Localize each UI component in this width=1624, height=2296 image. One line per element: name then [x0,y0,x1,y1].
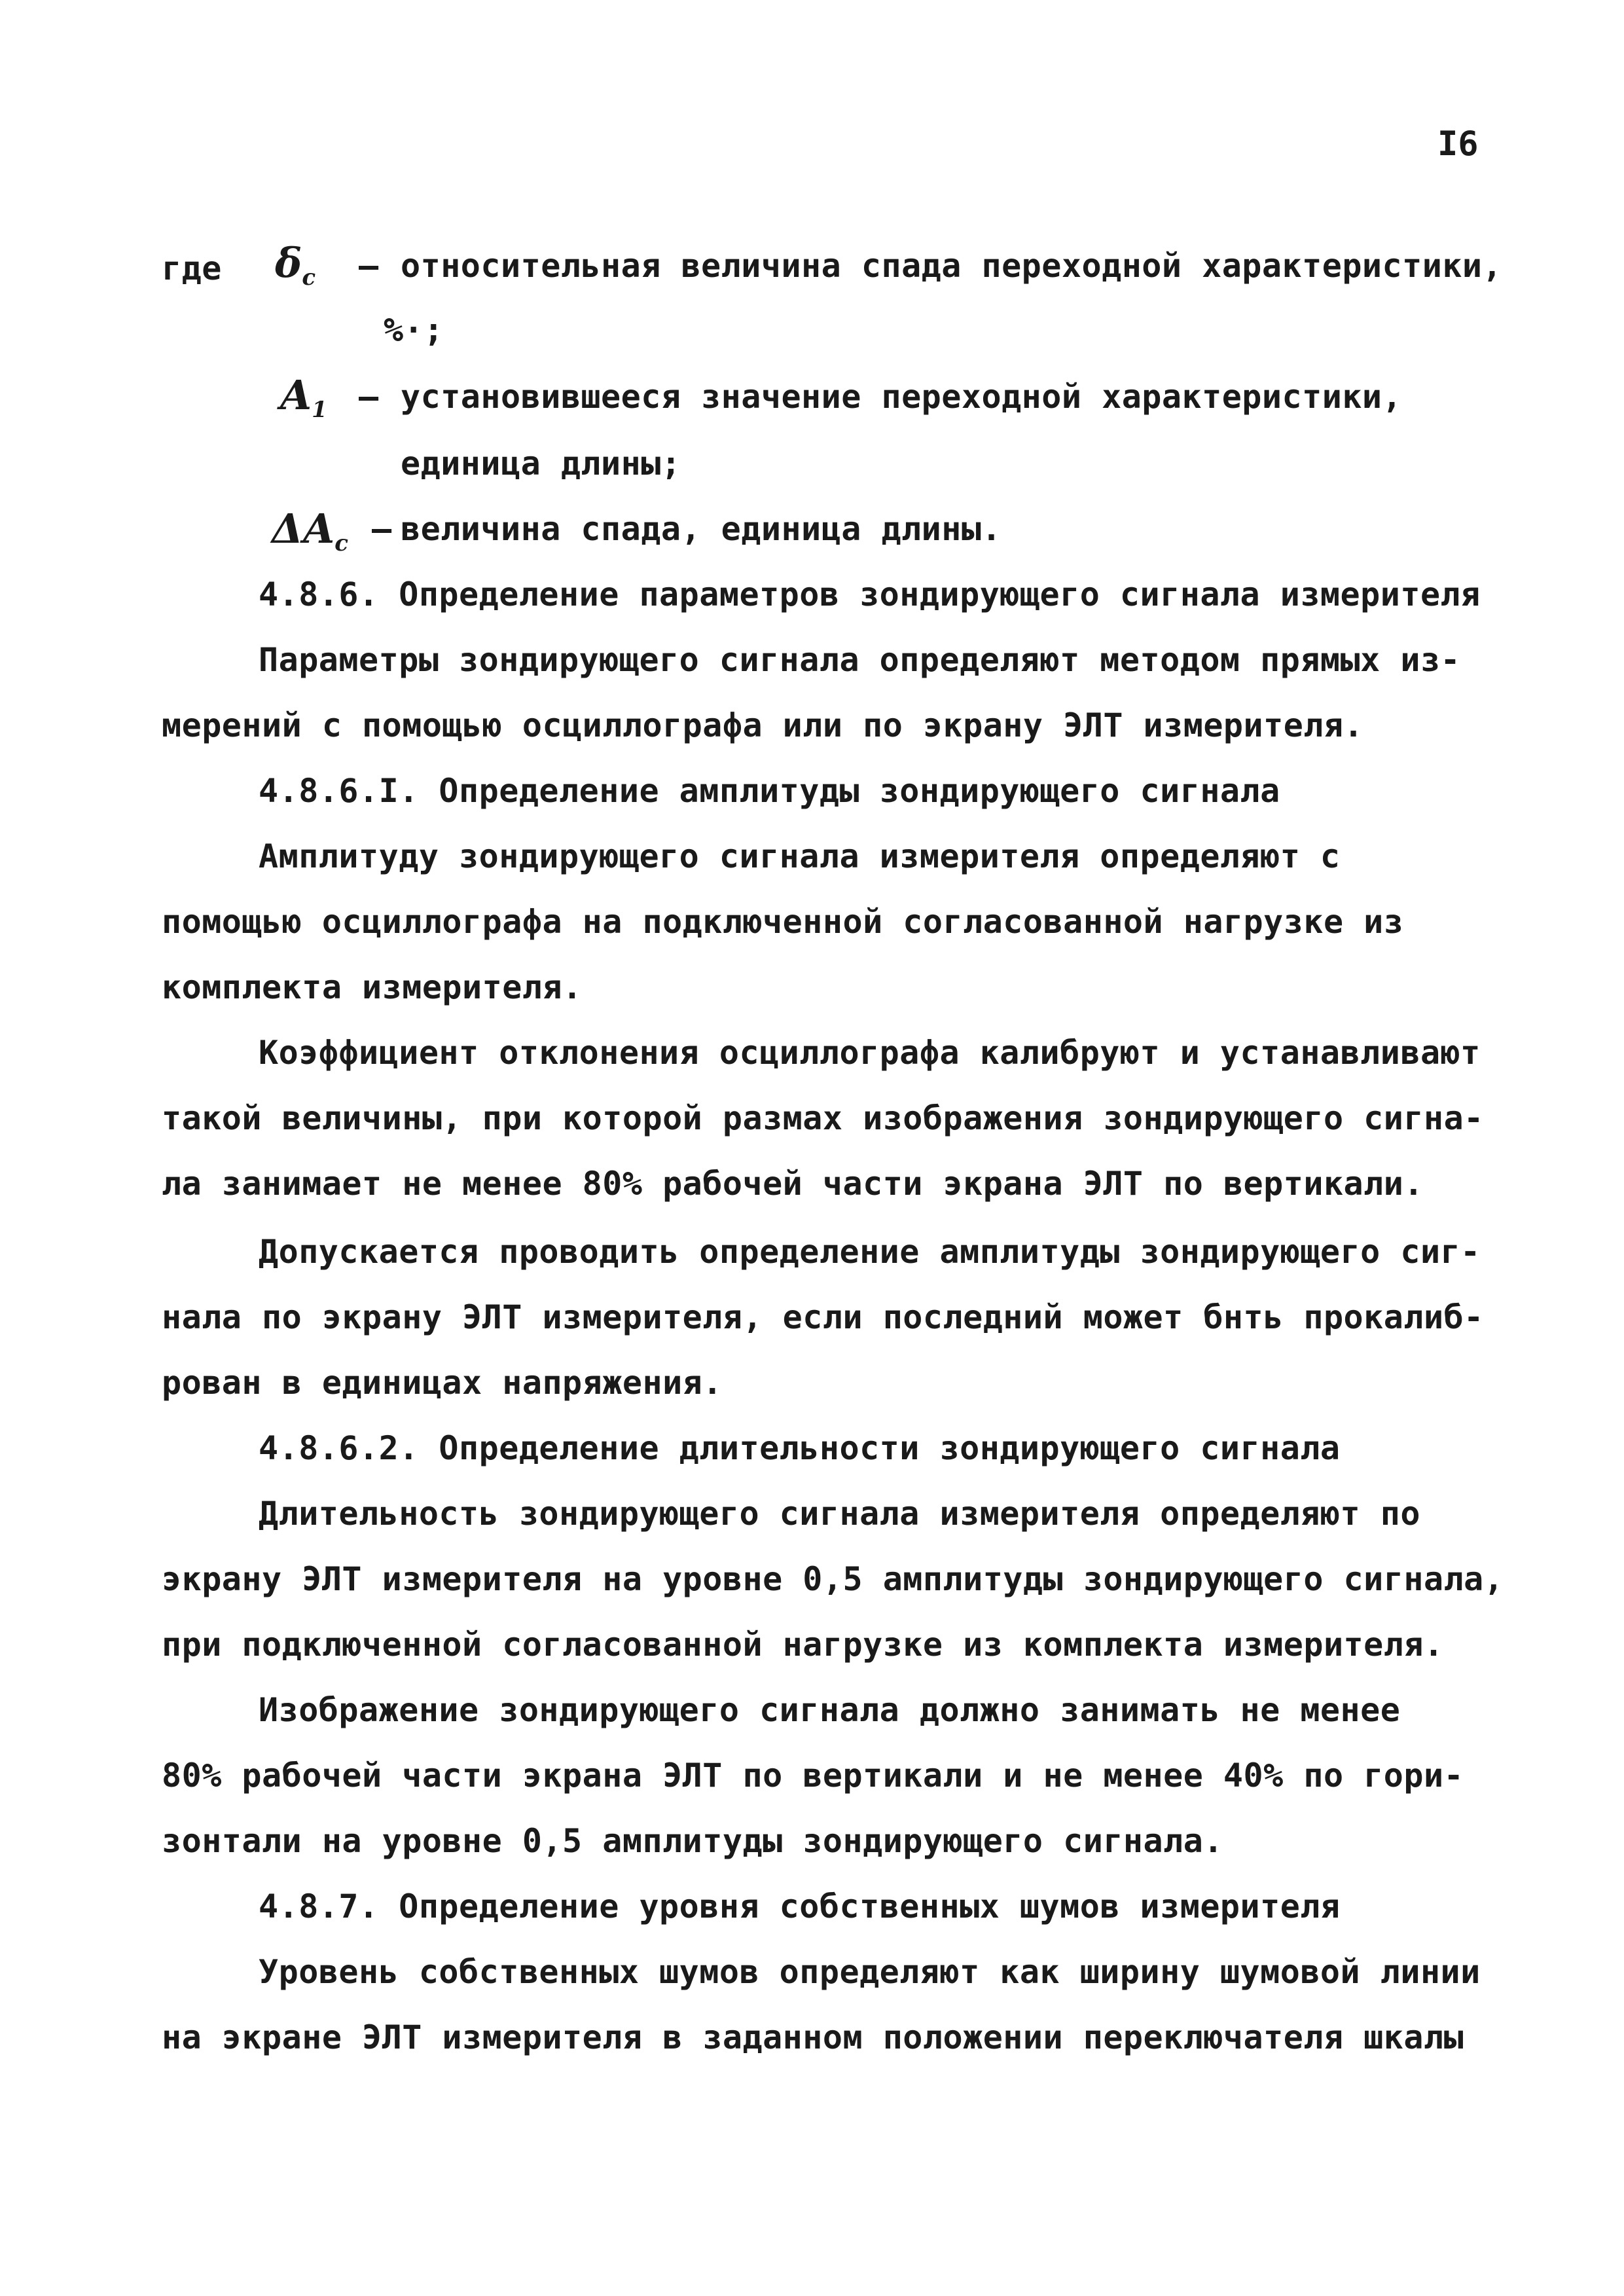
body-line: мерений с помощью осциллографа или по экрану ЭЛТ измерителя. [162,706,1364,744]
body-line: экрану ЭЛТ измерителя на уровне 0,5 амплитуды зондирующего сигнала, [162,1560,1504,1598]
body-line: Параметры зондирующего сигнала определяют методом прямых из- [259,641,1461,679]
body-line: рован в единицах напряжения. [162,1364,723,1402]
body-line: Амплитуду зондирующего сигнала измерителя определяют с [259,837,1341,875]
definition-cont-unit: единица длины; [401,445,681,483]
definition-text-a1: установившееся значение переходной характеристики, [401,378,1403,416]
page-number: I6 [1437,124,1479,164]
body-line: при подключенной согласованной нагрузке из комплекта измерителя. [162,1626,1444,1664]
body-line: Длительность зондирующего сигнала измерителя определяют по [259,1495,1420,1533]
body-line: Допускается проводить определение амплитуды зондирующего сиг- [259,1233,1481,1271]
body-line: на экране ЭЛТ измерителя в заданном положении переключателя шкалы [162,2018,1464,2056]
definition-text-delta-a: величина спада, единица длины. [401,510,1002,548]
body-line: ла занимает не менее 80% рабочей части экрана ЭЛТ по вертикали. [162,1165,1424,1203]
section-heading-4-8-6-1: 4.8.6.I. Определение амплитуды зондирующего сигнала [259,772,1280,810]
body-line: комплекта измерителя. [162,968,583,1006]
body-line: зонтали на уровне 0,5 амплитуды зондирующего сигнала. [162,1822,1223,1860]
section-heading-4-8-7: 4.8.7. Определение уровня собственных шумов измерителя [259,1887,1341,1925]
body-line: Уровень собственных шумов определяют как ширину шумовой линии [259,1953,1481,1991]
definition-cont-percent: %·; [384,311,444,349]
where-word: где [162,249,222,287]
body-line: Коэффициент отклонения осциллографа калибруют и устанавливают [259,1034,1481,1072]
body-line: такой величины, при которой размах изображения зондирующего сигна- [162,1099,1484,1137]
symbol-a1: $A_1$ [280,371,327,423]
definition-text-delta: относительная величина спада переходной характеристики, [401,247,1503,285]
symbol-delta-ac: $\Delta A_c$ [272,505,348,556]
definition-dash: – [359,247,379,285]
section-heading-4-8-6-2: 4.8.6.2. Определение длительности зондирующего сигнала [259,1429,1341,1467]
definition-dash: – [359,378,379,416]
section-heading-4-8-6: 4.8.6. Определение параметров зондирующего сигнала измерителя [259,575,1481,613]
definition-dash: – [372,510,392,548]
body-line: нала по экрану ЭЛТ измерителя, если последний может бнть прокалиб- [162,1298,1484,1336]
body-line: 80% рабочей части экрана ЭЛТ по вертикали и не менее 40% по гори- [162,1757,1464,1795]
symbol-delta-c: $\delta_c$ [275,239,316,291]
body-line: Изображение зондирующего сигнала должно занимать не менее [259,1691,1401,1729]
body-line: помощью осциллографа на подключенной согласованной нагрузке из [162,903,1404,941]
